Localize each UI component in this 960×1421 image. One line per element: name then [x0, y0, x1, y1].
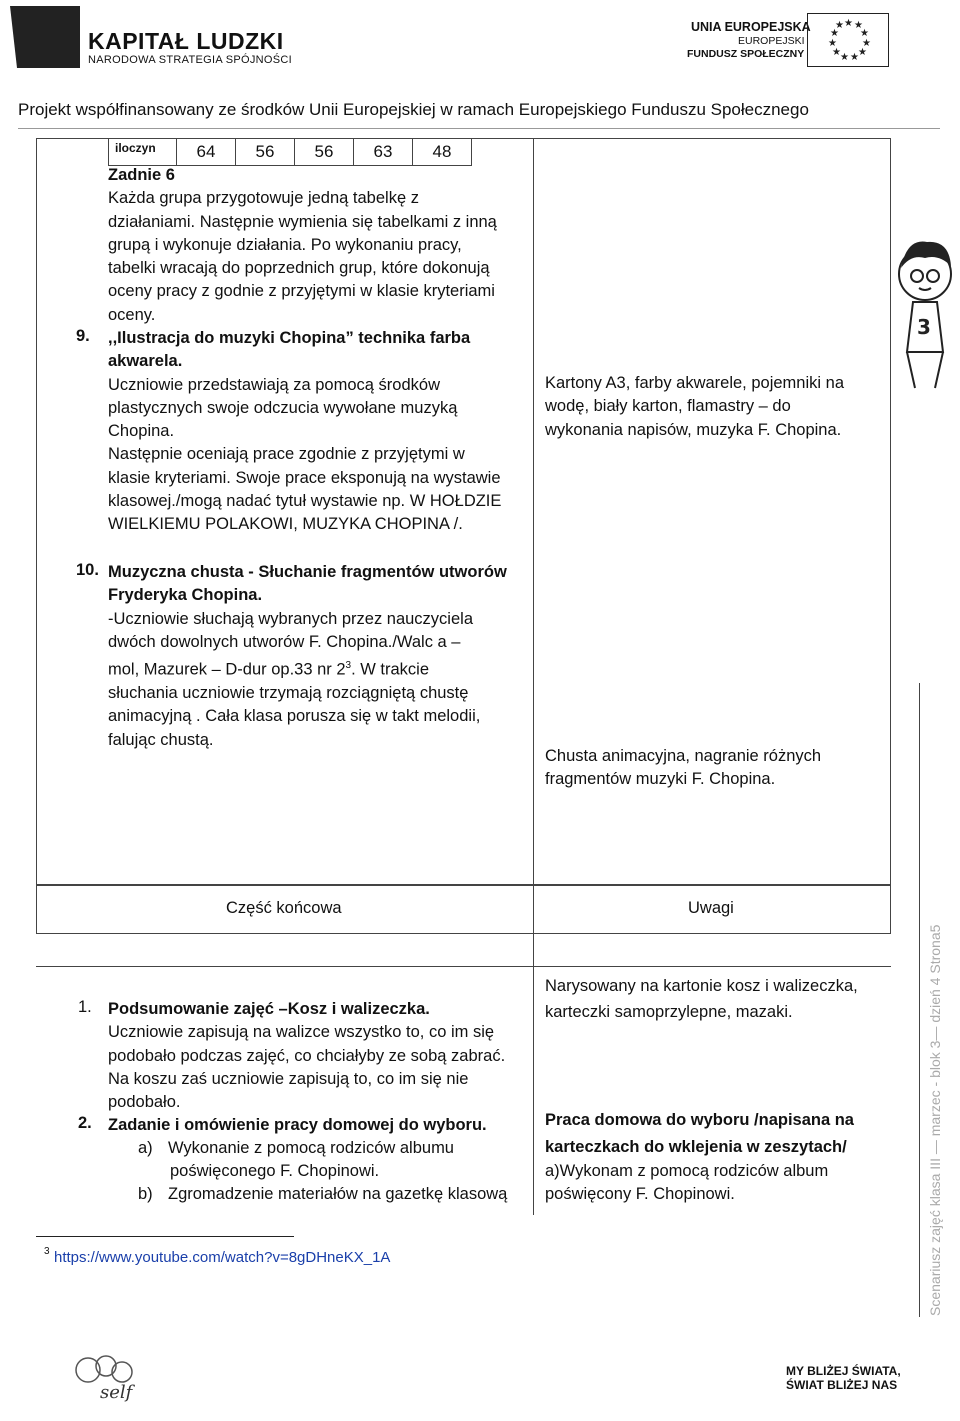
item10-number: 10. [76, 561, 99, 579]
closing-item1-line: podobało. [108, 1093, 181, 1112]
side-page-info: Scenariusz zajęć klasa III — marzec - blok 3— dzień 4 Strona5 [927, 924, 943, 1316]
footnote-link[interactable]: https://www.youtube.com/watch?v=8gDHneKX_1A [54, 1249, 391, 1266]
option-a-label: a) [138, 1139, 153, 1157]
slogan-line: ŚWIAT BLIŻEJ NAS [786, 1378, 898, 1392]
item10-title: Muzyczna chusta - Słuchanie fragmentów utworów [108, 563, 507, 581]
table-row [109, 139, 472, 166]
item10-materials [545, 745, 821, 792]
ue-title: UNIA EUROPEJSKA [691, 20, 811, 34]
task6-line: tabelki wracają do poprzednich grup, które dokonują [108, 259, 490, 278]
item9-line: klasie kryteriami. Swoje prace eksponują na wystawie [108, 468, 501, 487]
task6-line: oceny pracy z godnie z przyjętymi w klasie kryteriami [108, 282, 495, 301]
item9-number: 9. [76, 327, 90, 345]
ue-line3: FUNDUSZ SPOŁECZNY [687, 48, 805, 60]
footer-slogan [730, 1364, 901, 1392]
item10-line: falując chustą. [108, 730, 214, 749]
slogan-line: MY BLIŻEJ ŚWIATA, [786, 1364, 901, 1378]
header-divider [18, 128, 940, 129]
product-value: 56 [236, 139, 295, 166]
item9-line: Uczniowie przedstawiają za pomocą środków [108, 375, 440, 394]
closing-item2-number: 2. [78, 1114, 92, 1132]
option-a-line: poświęconego F. Chopinowi. [170, 1162, 380, 1181]
closing-item1-title: Podsumowanie zajęć –Kosz i walizeczka. [108, 1000, 430, 1018]
self-logo [60, 1352, 150, 1416]
item9-line: klasowej./mogą nadać tytuł wystawie np. W HOŁDZIE [108, 492, 502, 511]
option-b: Zgromadzenie materiałów na gazetkę klasową [168, 1185, 508, 1203]
closing-table-header [36, 885, 891, 934]
svg-text:★: ★ [860, 28, 869, 39]
closing-column-divider [533, 885, 534, 1215]
option-a-line: Wykonanie z pomocą rodziców albumu [168, 1139, 454, 1157]
kl-subtitle: NARODOWA STRATEGIA SPÓJNOŚCI [88, 54, 292, 66]
closing-item1-line: Na koszu zaś uczniowie zapisują to, co im się nie [108, 1069, 469, 1088]
item10-line: animacyjną . Cała klasa porusza się w takt melodii, [108, 707, 481, 726]
footnote-number: 3 [44, 1246, 50, 1257]
svg-text:★: ★ [862, 38, 871, 49]
notes-line: a)Wykonam z pomocą rodziców album [545, 1162, 829, 1180]
closing-item1-line: Uczniowie zapisują na walizce wszystko to, co im się [108, 1023, 495, 1042]
closing-item2-title: Zadanie i omówienie pracy domowej do wyboru. [108, 1116, 487, 1134]
product-value: 48 [413, 139, 472, 166]
notes-line: Narysowany na kartonie kosz i walizeczka, [545, 977, 858, 995]
svg-text:★: ★ [835, 20, 844, 31]
svg-text:★: ★ [858, 47, 867, 58]
svg-text:★: ★ [840, 52, 849, 63]
closing-row-divider-left [36, 966, 533, 967]
kl-title: KAPITAŁ LUDZKI [88, 28, 284, 54]
item10-block [108, 561, 507, 752]
item10-line3-text: mol, Mazurek – D-dur op.33 nr 2 [108, 660, 346, 679]
product-label: iloczyn [109, 139, 177, 166]
project-statement-a: Projekt współfinansowany ze środków Unii Europejskiej [18, 100, 436, 119]
item9-block [108, 327, 501, 537]
closing-heading: Część końcowa [226, 899, 342, 917]
materials-line: wodę, biały karton, flamastry – do [545, 397, 791, 416]
product-value: 56 [295, 139, 354, 166]
eu-flag-icon [807, 13, 889, 67]
materials-line: fragmentów muzyki F. Chopina. [545, 770, 776, 789]
task6-line: Każda grupa przygotowuje jedną tabelkę z [108, 189, 419, 208]
mascot-icon [893, 232, 957, 392]
item9-line: WIELKIEMU POLAKOWI, MUZYKA CHOPINA /. [108, 515, 463, 534]
item10-line: -Uczniowie słuchają wybranych przez nauczyciela [108, 609, 473, 628]
footnote-separator [36, 1236, 294, 1237]
closing-notes-1 [545, 973, 858, 1025]
mascot-number: 3 [917, 315, 931, 339]
project-statement [18, 100, 809, 120]
item10-title-cont: Fryderyka Chopina. [108, 586, 263, 605]
item9-materials [545, 372, 844, 442]
materials-line: Chusta animacyjna, nagranie różnych [545, 747, 822, 765]
closing-item1-number: 1. [78, 998, 92, 1016]
item9-line: plastycznych swoje odczucia wywołane muzyką [108, 398, 458, 417]
task6-line: oceny. [108, 305, 156, 324]
self-logo-text: self [100, 1382, 133, 1403]
svg-text:★: ★ [830, 28, 839, 39]
item10-line: słuchania uczniowie trzymają rozciągniętą chustę [108, 683, 469, 702]
task6-line: działaniami. Następnie wymienia się tabelkami z inną [108, 212, 497, 231]
svg-text:★: ★ [850, 52, 859, 63]
closing-item1-line: podobało podczas zajęć, co chciałyby ze sobą zabrać. [108, 1046, 506, 1065]
materials-line: wykonania napisów, muzyka F. Chopina. [545, 420, 842, 439]
materials-line: Kartony A3, farby akwarele, pojemniki na [545, 374, 844, 392]
item10-line3-rest: . W trakcie [351, 660, 430, 679]
notes-line: poświęcony F. Chopinowi. [545, 1185, 735, 1204]
task6-block [108, 164, 497, 327]
svg-text:★: ★ [854, 20, 863, 31]
closing-row-divider [533, 966, 891, 967]
svg-text:★: ★ [828, 38, 837, 49]
svg-text:★: ★ [832, 47, 841, 58]
option-a [168, 1137, 454, 1184]
table-column-divider [533, 138, 534, 885]
product-value: 63 [354, 139, 413, 166]
closing-item1 [108, 998, 505, 1114]
closing-notes-2 [545, 1107, 854, 1161]
item9-title: ,,Ilustracja do muzyki Chopina” technika farba [108, 329, 471, 347]
product-table [108, 138, 472, 166]
item10-line: dwóch dowolnych utworów F. Chopina./Walc a – [108, 632, 461, 651]
side-divider [919, 683, 920, 1317]
option-b-label: b) [138, 1185, 153, 1203]
ue-line2: EUROPEJSKI [738, 35, 805, 47]
notes-line: karteczkach do wklejenia w zeszytach/ [545, 1138, 847, 1156]
closing-notes-3 [545, 1160, 828, 1207]
item9-title-cont: akwarela. [108, 352, 183, 371]
svg-text:★: ★ [844, 18, 853, 29]
item10-line [108, 654, 507, 682]
task6-line: grupą i wykonuje działania. Po wykonaniu pracy, [108, 235, 462, 254]
notes-heading: Uwagi [688, 899, 734, 917]
kapital-ludzki-logo [10, 6, 80, 68]
notes-line: Praca domowa do wyboru /napisana na [545, 1111, 854, 1129]
item9-line: Następnie oceniają prace zgodnie z przyjętymi w [108, 445, 465, 464]
notes-line: karteczki samoprzylepne, mazaki. [545, 1003, 793, 1021]
footnote-ref[interactable]: 3 [345, 660, 352, 672]
item9-line: Chopina. [108, 422, 175, 441]
project-statement-b: w ramach Europejskiego Funduszu Społecznego [440, 100, 809, 119]
product-value: 64 [177, 139, 236, 166]
task6-title: Zadnie 6 [108, 166, 175, 184]
